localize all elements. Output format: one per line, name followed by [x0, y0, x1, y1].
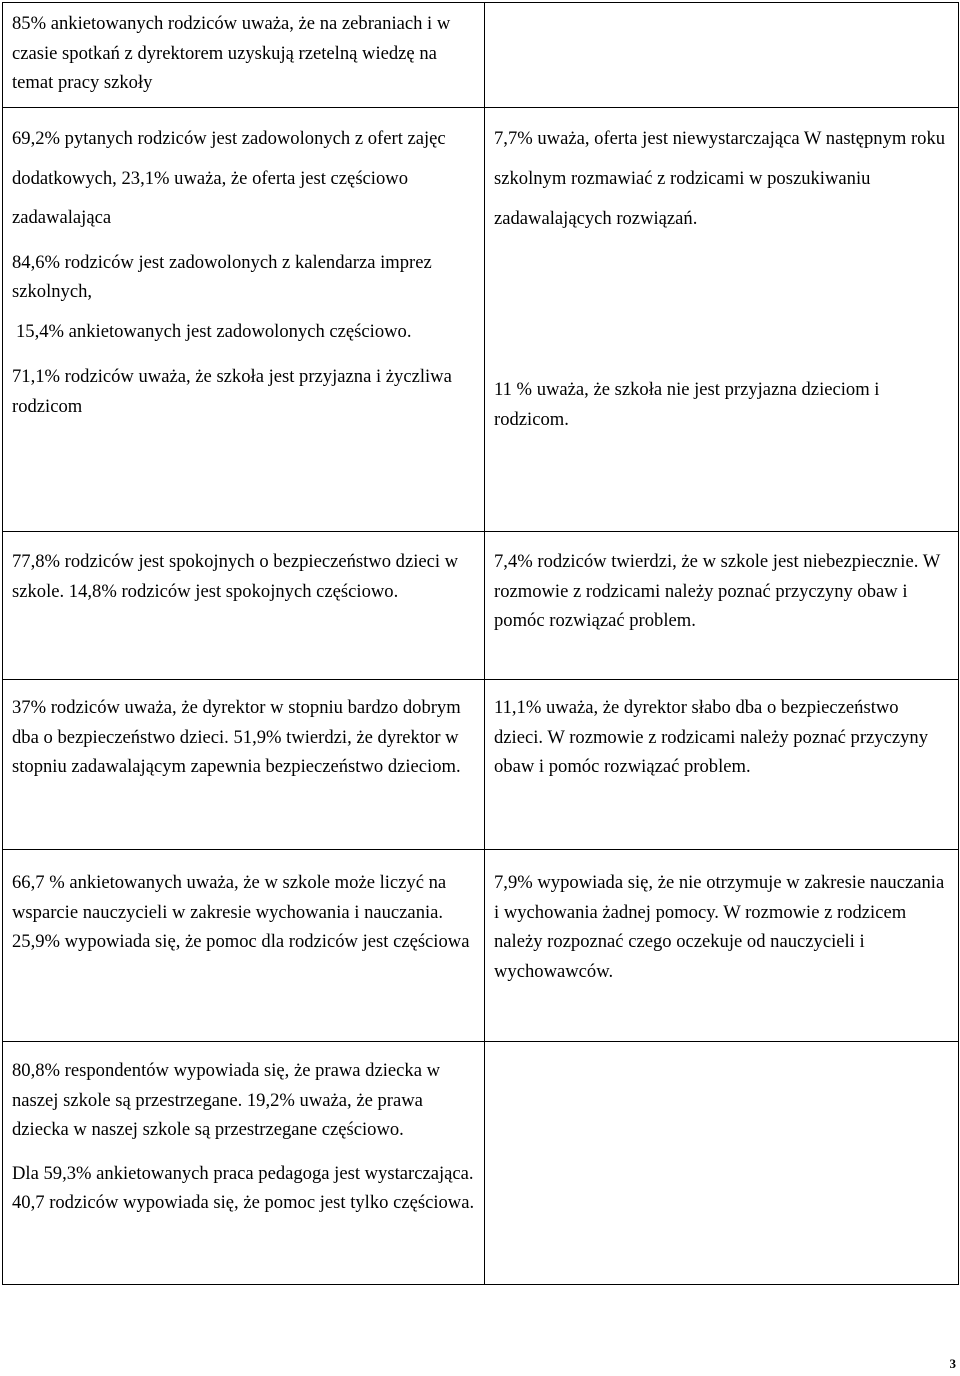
table-cell-right-empty	[485, 1042, 959, 1285]
cell-paragraph: 69,2% pytanych rodziców jest zadowolonych z ofert zajęc dodatkowych, 23,1% uważa, że oferta jest częściowo zadawalająca	[12, 128, 446, 228]
cell-paragraph: 7,4% rodziców twierdzi, że w szkole jest niebezpiecznie. W rozmowie z rodzicami należy poznać przyczyny obaw i pomóc rozwiązać problem.	[494, 551, 940, 631]
table-cell-right	[485, 680, 959, 850]
table-cell-right-empty	[485, 3, 959, 108]
cell-paragraph: 66,7 % ankietowanych uważa, że w szkole może liczyć na wsparcie nauczycieli w zakresie wychowania i nauczania. 25,9% wypowiada się, że pomoc dla rodziców jest częściowa	[12, 872, 470, 952]
cell-paragraph: 37% rodziców uważa, że dyrektor w stopniu bardzo dobrym dba o bezpieczeństwo dzieci. 51,9% twierdzi, że dyrektor w stopniu zadawalającym zapewnia bezpieczeństwo dzieciom.	[12, 697, 461, 777]
survey-results-table	[2, 2, 959, 1285]
table-row	[3, 108, 959, 532]
cell-paragraph: 7,9% wypowiada się, że nie otrzymuje w zakresie nauczania i wychowania żadnej pomocy. W rozmowie z rodzicem należy rozpoznać czego oczekuje od nauczycieli i wychowawców.	[494, 872, 945, 982]
cell-paragraph: 71,1% rodziców uważa, że szkoła jest przyjazna i życzliwa rodzicom	[12, 366, 452, 417]
table-cell-right	[485, 108, 959, 532]
cell-paragraph: Dla 59,3% ankietowanych praca pedagoga jest wystarczająca. 40,7 rodziców wypowiada się, że pomoc jest tylko częściowa.	[12, 1162, 475, 1213]
cell-paragraph: 15,4% ankietowanych jest zadowolonych częściowo.	[16, 320, 412, 342]
table-cell-left	[3, 3, 485, 108]
table-cell-right	[485, 850, 959, 1042]
table-row	[3, 1042, 959, 1285]
table-row	[3, 3, 959, 108]
table-row	[3, 680, 959, 850]
cell-paragraph: 85% ankietowanych rodziców uważa, że na zebraniach i w czasie spotkań z dyrektorem uzyskują rzetelną wiedzę na temat pracy szkoły	[12, 13, 451, 93]
cell-paragraph: 11 % uważa, że szkoła nie jest przyjazna dzieciom i rodzicom.	[494, 379, 880, 430]
table-row	[3, 532, 959, 680]
table-cell-right	[485, 532, 959, 680]
table-row	[3, 850, 959, 1042]
cell-paragraph: 11,1% uważa, że dyrektor słabo dba o bezpieczeństwo dzieci. W rozmowie z rodzicami należy poznać przyczyny obaw i pomóc rozwiązać problem.	[494, 697, 928, 777]
table-cell-left	[3, 680, 485, 850]
cell-paragraph: 84,6% rodziców jest zadowolonych z kalendarza imprez szkolnych,	[12, 251, 432, 302]
cell-paragraph: 77,8% rodziców jest spokojnych o bezpieczeństwo dzieci w szkole. 14,8% rodziców jest spokojnych częściowo.	[12, 551, 459, 602]
table-cell-left	[3, 108, 485, 532]
table-cell-left	[3, 532, 485, 680]
cell-paragraph: 80,8% respondentów wypowiada się, że prawa dziecka w naszej szkole są przestrzegane. 19,2% uważa, że prawa dziecka w naszej szkole są przestrzegane częściowo.	[12, 1060, 441, 1140]
table-cell-left	[3, 850, 485, 1042]
cell-paragraph: 7,7% uważa, oferta jest niewystarczająca W następnym roku szkolnym rozmawiać z rodzicami w poszukiwaniu zadawalających rozwiązań.	[494, 128, 946, 229]
table-cell-left	[3, 1042, 485, 1285]
page-number: 3	[949, 1356, 956, 1371]
